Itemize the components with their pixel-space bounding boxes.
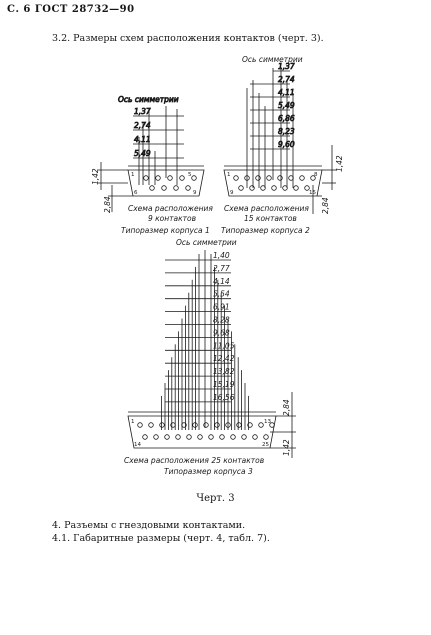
width-dim-1: 2,84	[103, 196, 112, 213]
dim-1-2: 4,11	[134, 135, 151, 144]
dim-1-1: 2,74	[134, 121, 151, 130]
height-dim-1: 1,42	[91, 168, 100, 185]
dim-3-0: 1,40	[213, 251, 230, 260]
section-title: 3.2. Размеры схем расположения контактов (черт. 3).	[52, 33, 324, 44]
dim-2-5: 8,23	[278, 127, 295, 136]
pin-label-3-d: 25	[262, 442, 269, 448]
dim-labels-3	[213, 251, 235, 402]
dim-3-2: 4,14	[213, 276, 230, 286]
dim-2-6: 9,60	[278, 140, 295, 149]
pin-label-1-d: 9	[193, 190, 197, 196]
caption-2-line1: Схема расположения	[224, 204, 309, 213]
axis-label-3: Ось симметрии	[176, 238, 237, 247]
dim-1-3: 5,49	[134, 149, 151, 158]
caption-3-line2: Типоразмер корпуса 3	[164, 467, 253, 476]
dim-2-0: 1,37	[278, 62, 295, 71]
figure-caption: Черт. 3	[196, 493, 235, 504]
dim-1-0: 1,37	[134, 107, 151, 116]
pins-2	[234, 176, 316, 191]
dim-3-6: 9,68	[213, 328, 230, 338]
diagram-9-contacts	[98, 95, 204, 212]
pin-label-1-b: 5	[188, 172, 192, 178]
caption-1-line1: Схема расположения	[128, 204, 213, 213]
height-dim-2: 1,42	[335, 155, 344, 172]
caption-2-line2: 15 контактов	[244, 214, 297, 223]
width-dim-3: 1,42	[282, 439, 291, 456]
dim-3-5: 8,28	[213, 315, 230, 325]
pin-label-2-a: 1	[227, 172, 231, 178]
pins-3	[138, 423, 275, 440]
dim-2-2: 4,11	[278, 88, 295, 97]
dim-3-3: 5,54	[213, 289, 230, 299]
pin-label-3-b: 13	[264, 419, 271, 425]
dim-2-1: 2,74	[278, 75, 295, 84]
caption-1-line3: Типоразмер корпуса 1	[121, 226, 210, 235]
pin-label-2-c: 9	[230, 190, 234, 196]
dim-3-8: 12,42	[213, 354, 235, 364]
dim-3-4: 6,91	[213, 302, 230, 312]
paragraph-4-1: 4.1. Габаритные размеры (черт. 4, табл. 7).	[52, 533, 270, 544]
dim-2-3: 5,49	[278, 101, 295, 110]
pin-label-3-c: 14	[134, 442, 141, 448]
paragraph-4: 4. Разъемы с гнездовыми контактами.	[52, 520, 246, 531]
diagram-25-contacts	[128, 250, 296, 458]
pin-label-2-d: 15	[309, 190, 316, 196]
dim-3-10: 15,19	[213, 380, 235, 389]
axis-label-2: Ось симметрии	[242, 55, 303, 64]
dim-2-4: 6,86	[278, 114, 295, 123]
width-dim-2: 2,84	[321, 197, 330, 214]
axis-label-1: Ось симметрии	[118, 95, 179, 104]
pin-label-3-a: 1	[131, 419, 135, 425]
caption-2-line3: Типоразмер корпуса 2	[221, 226, 310, 235]
dim-3-7: 11,05	[213, 341, 235, 351]
caption-3-line1: Схема расположения 25 контактов	[124, 456, 265, 465]
diagram-15-contacts	[224, 62, 336, 214]
dim-3-9: 13,82	[213, 367, 235, 377]
dim-3-1: 2,77	[213, 263, 230, 273]
dim-3-11: 16,56	[213, 392, 235, 402]
caption-1-line2: 9 контактов	[148, 214, 197, 223]
page-header: С. 6 ГОСТ 28732—90	[7, 4, 135, 15]
pin-label-1-c: 6	[134, 190, 138, 196]
pin-label-1-a: 1	[131, 172, 135, 178]
height-dim-3: 2,84	[282, 399, 291, 416]
pin-label-2-b: 8	[314, 172, 318, 178]
